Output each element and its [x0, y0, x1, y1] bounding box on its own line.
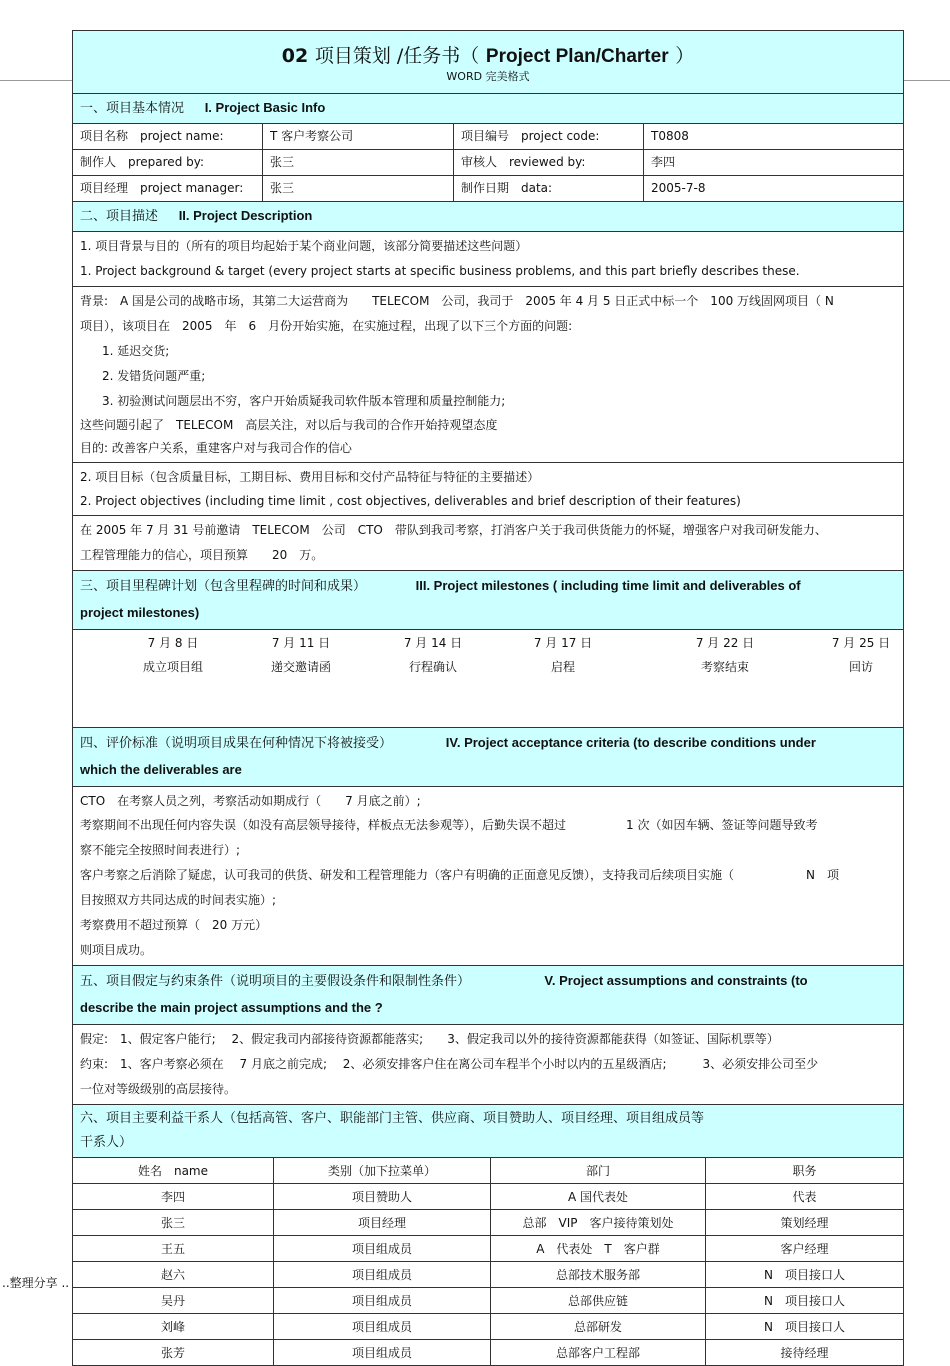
background-line: 项目），该项目在 2005 年 6 月份开始实施，在实施过程，出现了以下三个方面的问题:	[80, 319, 573, 333]
basic-info-row	[73, 124, 903, 150]
field-label: 项目经理 project manager:	[73, 176, 263, 201]
assumptions-body	[73, 1025, 903, 1105]
table-cell: 王五	[73, 1236, 274, 1262]
basic-info-row	[73, 176, 903, 202]
objective-body	[73, 516, 903, 571]
milestone-name: 成立项目组	[142, 660, 203, 674]
table-row	[73, 1184, 903, 1210]
stakeholder-table	[73, 1158, 903, 1365]
table-cell: 代表	[706, 1184, 904, 1210]
objective-line: 在 2005 年 7 月 31 号前邀请 TELECOM 公司 CTO 带队到我司考察，打消客户关于我司供货能力的怀疑，增强客户对我司研发能力、	[80, 523, 827, 537]
table-cell: 刘峰	[73, 1314, 274, 1340]
section-title-en: V. Project assumptions and constraints (to	[544, 973, 808, 988]
objective-heading-en: 2. Project objectives (including time limit , cost objectives, deliverables and brief description of their features)	[80, 494, 741, 508]
background-body	[73, 287, 903, 463]
table-cell: 项目经理	[274, 1210, 491, 1236]
milestone-item	[665, 631, 785, 679]
milestone-name: 考察结束	[700, 660, 749, 674]
background-heading-cn: 1. 项目背景与目的（所有的项目均起始于某个商业问题，该部分简要描述这些问题）	[80, 239, 528, 253]
problem-item: 3. 初验测试问题层出不穷，客户开始质疑我司软件版本管理和质量控制能力;	[102, 394, 506, 408]
basic-info-table	[73, 124, 903, 202]
document-title	[73, 31, 903, 68]
table-cell: 张芳	[73, 1340, 274, 1366]
constraint-line: 约束: 1、客户考察必须在 7 月底之前完成; 2、必须安排客户住在离公司车程半个小时以内的五星级酒店; 3、必须安排公司至少	[80, 1057, 819, 1071]
table-cell: 项目组成员	[274, 1314, 491, 1340]
table-row	[73, 1314, 903, 1340]
field-label: 项目编号 project code:	[454, 124, 644, 149]
table-cell: 赵六	[73, 1262, 274, 1288]
field-value: 张三	[263, 150, 454, 175]
section-title-cn: 干系人）	[80, 1135, 133, 1150]
table-cell: 总部研发	[491, 1314, 706, 1340]
footer-note: ..整理分享 ..	[2, 1276, 70, 1290]
section-title-en: III. Project milestones ( including time limit and deliverables of	[415, 578, 801, 593]
section-title-cn: 四、评价标准（说明项目成果在何种情况下将被接受）	[80, 736, 393, 751]
milestone-date: 7 月 11 日	[271, 636, 331, 650]
table-row	[73, 1236, 903, 1262]
problem-item: 1. 延迟交货;	[102, 344, 170, 358]
table-cell: 总部供应链	[491, 1288, 706, 1314]
field-label: 制作人 prepared by:	[73, 150, 263, 175]
table-cell: N 项目接口人	[706, 1288, 904, 1314]
basic-info-row	[73, 150, 903, 176]
milestone-date: 7 月 17 日	[533, 636, 593, 650]
section-description	[73, 202, 903, 232]
table-cell: 项目组成员	[274, 1288, 491, 1314]
table-cell: 接待经理	[706, 1340, 904, 1366]
section-title-en: describe the main project assumptions and the ?	[80, 1000, 383, 1015]
objective-line: 工程管理能力的信心，项目预算 20 万。	[80, 548, 324, 562]
table-cell: 项目赞助人	[274, 1184, 491, 1210]
criteria-line: 考察费用不超过预算（ 20 万元）	[80, 918, 268, 932]
table-cell: 吴丹	[73, 1288, 274, 1314]
field-value: 2005-7-8	[651, 181, 706, 195]
title-close: ）	[675, 45, 695, 67]
table-row	[73, 1340, 903, 1366]
column-header: 职务	[706, 1158, 904, 1184]
milestone-name: 行程确认	[408, 660, 457, 674]
section-title-en: II. Project Description	[178, 208, 313, 223]
section-assumptions	[73, 966, 903, 1025]
table-row	[73, 1210, 903, 1236]
table-cell: 张三	[73, 1210, 274, 1236]
section-title-cn: 三、项目里程碑计划（包含里程碑的时间和成果）	[80, 579, 367, 594]
section-title-cn: 二、项目描述	[80, 209, 159, 224]
table-cell: 总部 VIP 客户接待策划处	[491, 1210, 706, 1236]
field-label: 审核人 reviewed by:	[454, 150, 644, 175]
purpose-line: 目的: 改善客户关系，重建客户对与我司合作的信心	[80, 441, 352, 455]
milestone-date: 7 月 14 日	[403, 636, 463, 650]
milestone-name: 启程	[550, 660, 575, 674]
table-cell: 总部客户工程部	[491, 1340, 706, 1366]
table-cell: A 代表处 T 客户群	[491, 1236, 706, 1262]
criteria-line: 则项目成功。	[80, 943, 153, 957]
acceptance-body	[73, 787, 903, 966]
table-row	[73, 1262, 903, 1288]
milestone-item	[241, 631, 361, 679]
charter-document	[72, 30, 904, 1366]
section-stakeholders	[73, 1105, 903, 1158]
title-number: 02	[281, 45, 309, 67]
milestone-date: 7 月 8 日	[147, 636, 199, 650]
field-value: T0808	[651, 129, 689, 143]
constraint-line: 一位对等级级别的高层接待。	[80, 1082, 237, 1096]
field-label: 项目名称 project name:	[73, 124, 263, 149]
table-cell: 项目组成员	[274, 1262, 491, 1288]
title-block	[73, 31, 903, 94]
section-title-en: project milestones)	[80, 605, 200, 620]
milestone-item	[801, 631, 921, 679]
table-cell: 项目组成员	[274, 1236, 491, 1262]
background-line: 背景: A 国是公司的战略市场，其第二大运营商为 TELECOM 公司，我司于 2005 年 4 月 5 日正式中标一个 100 万线固网项目（ N	[80, 294, 834, 308]
field-value: 张三	[263, 176, 454, 201]
background-line: 这些问题引起了 TELECOM 高层关注，对以后与我司的合作开始持观望态度	[80, 418, 498, 432]
criteria-line: 察不能完全按照时间表进行）;	[80, 843, 241, 857]
section-title-cn: 六、项目主要利益干系人（包括高管、客户、职能部门主管、供应商、项目赞助人、项目经理、项目组成员等	[80, 1111, 705, 1126]
milestone-item	[503, 631, 623, 679]
background-heading	[73, 232, 903, 287]
field-value: T 客户考察公司	[263, 124, 454, 149]
milestone-item	[113, 631, 233, 679]
table-cell: A 国代表处	[491, 1184, 706, 1210]
section-title-en: which the deliverables are	[80, 762, 242, 777]
problem-item: 2. 发错货问题严重;	[102, 369, 206, 383]
table-cell: N 项目接口人	[706, 1314, 904, 1340]
criteria-line: 目按照双方共同达成的时间表实施）;	[80, 893, 277, 907]
milestone-date: 7 月 25 日	[831, 636, 891, 650]
milestone-date: 7 月 22 日	[695, 636, 755, 650]
section-title-en: IV. Project acceptance criteria (to describe conditions under	[445, 735, 816, 750]
column-header: 姓名 name	[73, 1158, 274, 1184]
milestone-item	[373, 631, 493, 679]
table-cell: N 项目接口人	[706, 1262, 904, 1288]
milestone-timeline	[73, 630, 903, 728]
field-label: 制作日期 data:	[454, 176, 644, 201]
field-value: 李四	[651, 155, 676, 169]
document-subtitle: WORD 完美格式	[446, 70, 530, 83]
table-cell: 客户经理	[706, 1236, 904, 1262]
milestone-name: 递交邀请函	[270, 660, 331, 674]
objective-heading-cn: 2. 项目目标（包含质量目标，工期目标、费用目标和交付产品特征与特征的主要描述）	[80, 470, 540, 484]
section-basic-info	[73, 94, 903, 124]
objective-heading	[73, 463, 903, 516]
column-header: 类别（加下拉菜单）	[274, 1158, 491, 1184]
criteria-line: 客户考察之后消除了疑虑，认可我司的供货、研发和工程管理能力（客户有明确的正面意见反馈），支持我司后续项目实施（ N 项	[80, 868, 839, 882]
section-title-cn: 一、项目基本情况	[80, 101, 185, 116]
section-milestones	[73, 571, 903, 630]
section-title-cn: 五、项目假定与约束条件（说明项目的主要假设条件和限制性条件）	[80, 974, 471, 989]
section-acceptance	[73, 728, 903, 787]
criteria-line: CTO 在考察人员之列，考察活动如期成行（ 7 月底之前）;	[80, 794, 421, 808]
milestone-name: 回访	[848, 660, 873, 674]
table-cell: 总部技术服务部	[491, 1262, 706, 1288]
title-cn: 项目策划 /任务书（	[314, 45, 480, 67]
stakeholder-header-row	[73, 1158, 903, 1184]
background-heading-en: 1. Project background & target (every project starts at specific business problems, and this part briefly describes these.	[80, 264, 800, 278]
assumption-line: 假定: 1、假定客户能行; 2、假定我司内部接待资源都能落实; 3、假定我司以外的接待资源都能获得（如签证、国际机票等）	[80, 1032, 779, 1046]
table-row	[73, 1288, 903, 1314]
criteria-line: 考察期间不出现任何内容失误（如没有高层领导接待，样板点无法参观等），后勤失误不超过 1 次（如因车辆、签证等问题导致考	[80, 818, 818, 832]
column-header: 部门	[491, 1158, 706, 1184]
table-cell: 李四	[73, 1184, 274, 1210]
table-cell: 项目组成员	[274, 1340, 491, 1366]
title-en: Project Plan/Charter	[485, 46, 669, 67]
table-cell: 策划经理	[706, 1210, 904, 1236]
section-title-en: I. Project Basic Info	[204, 100, 326, 115]
